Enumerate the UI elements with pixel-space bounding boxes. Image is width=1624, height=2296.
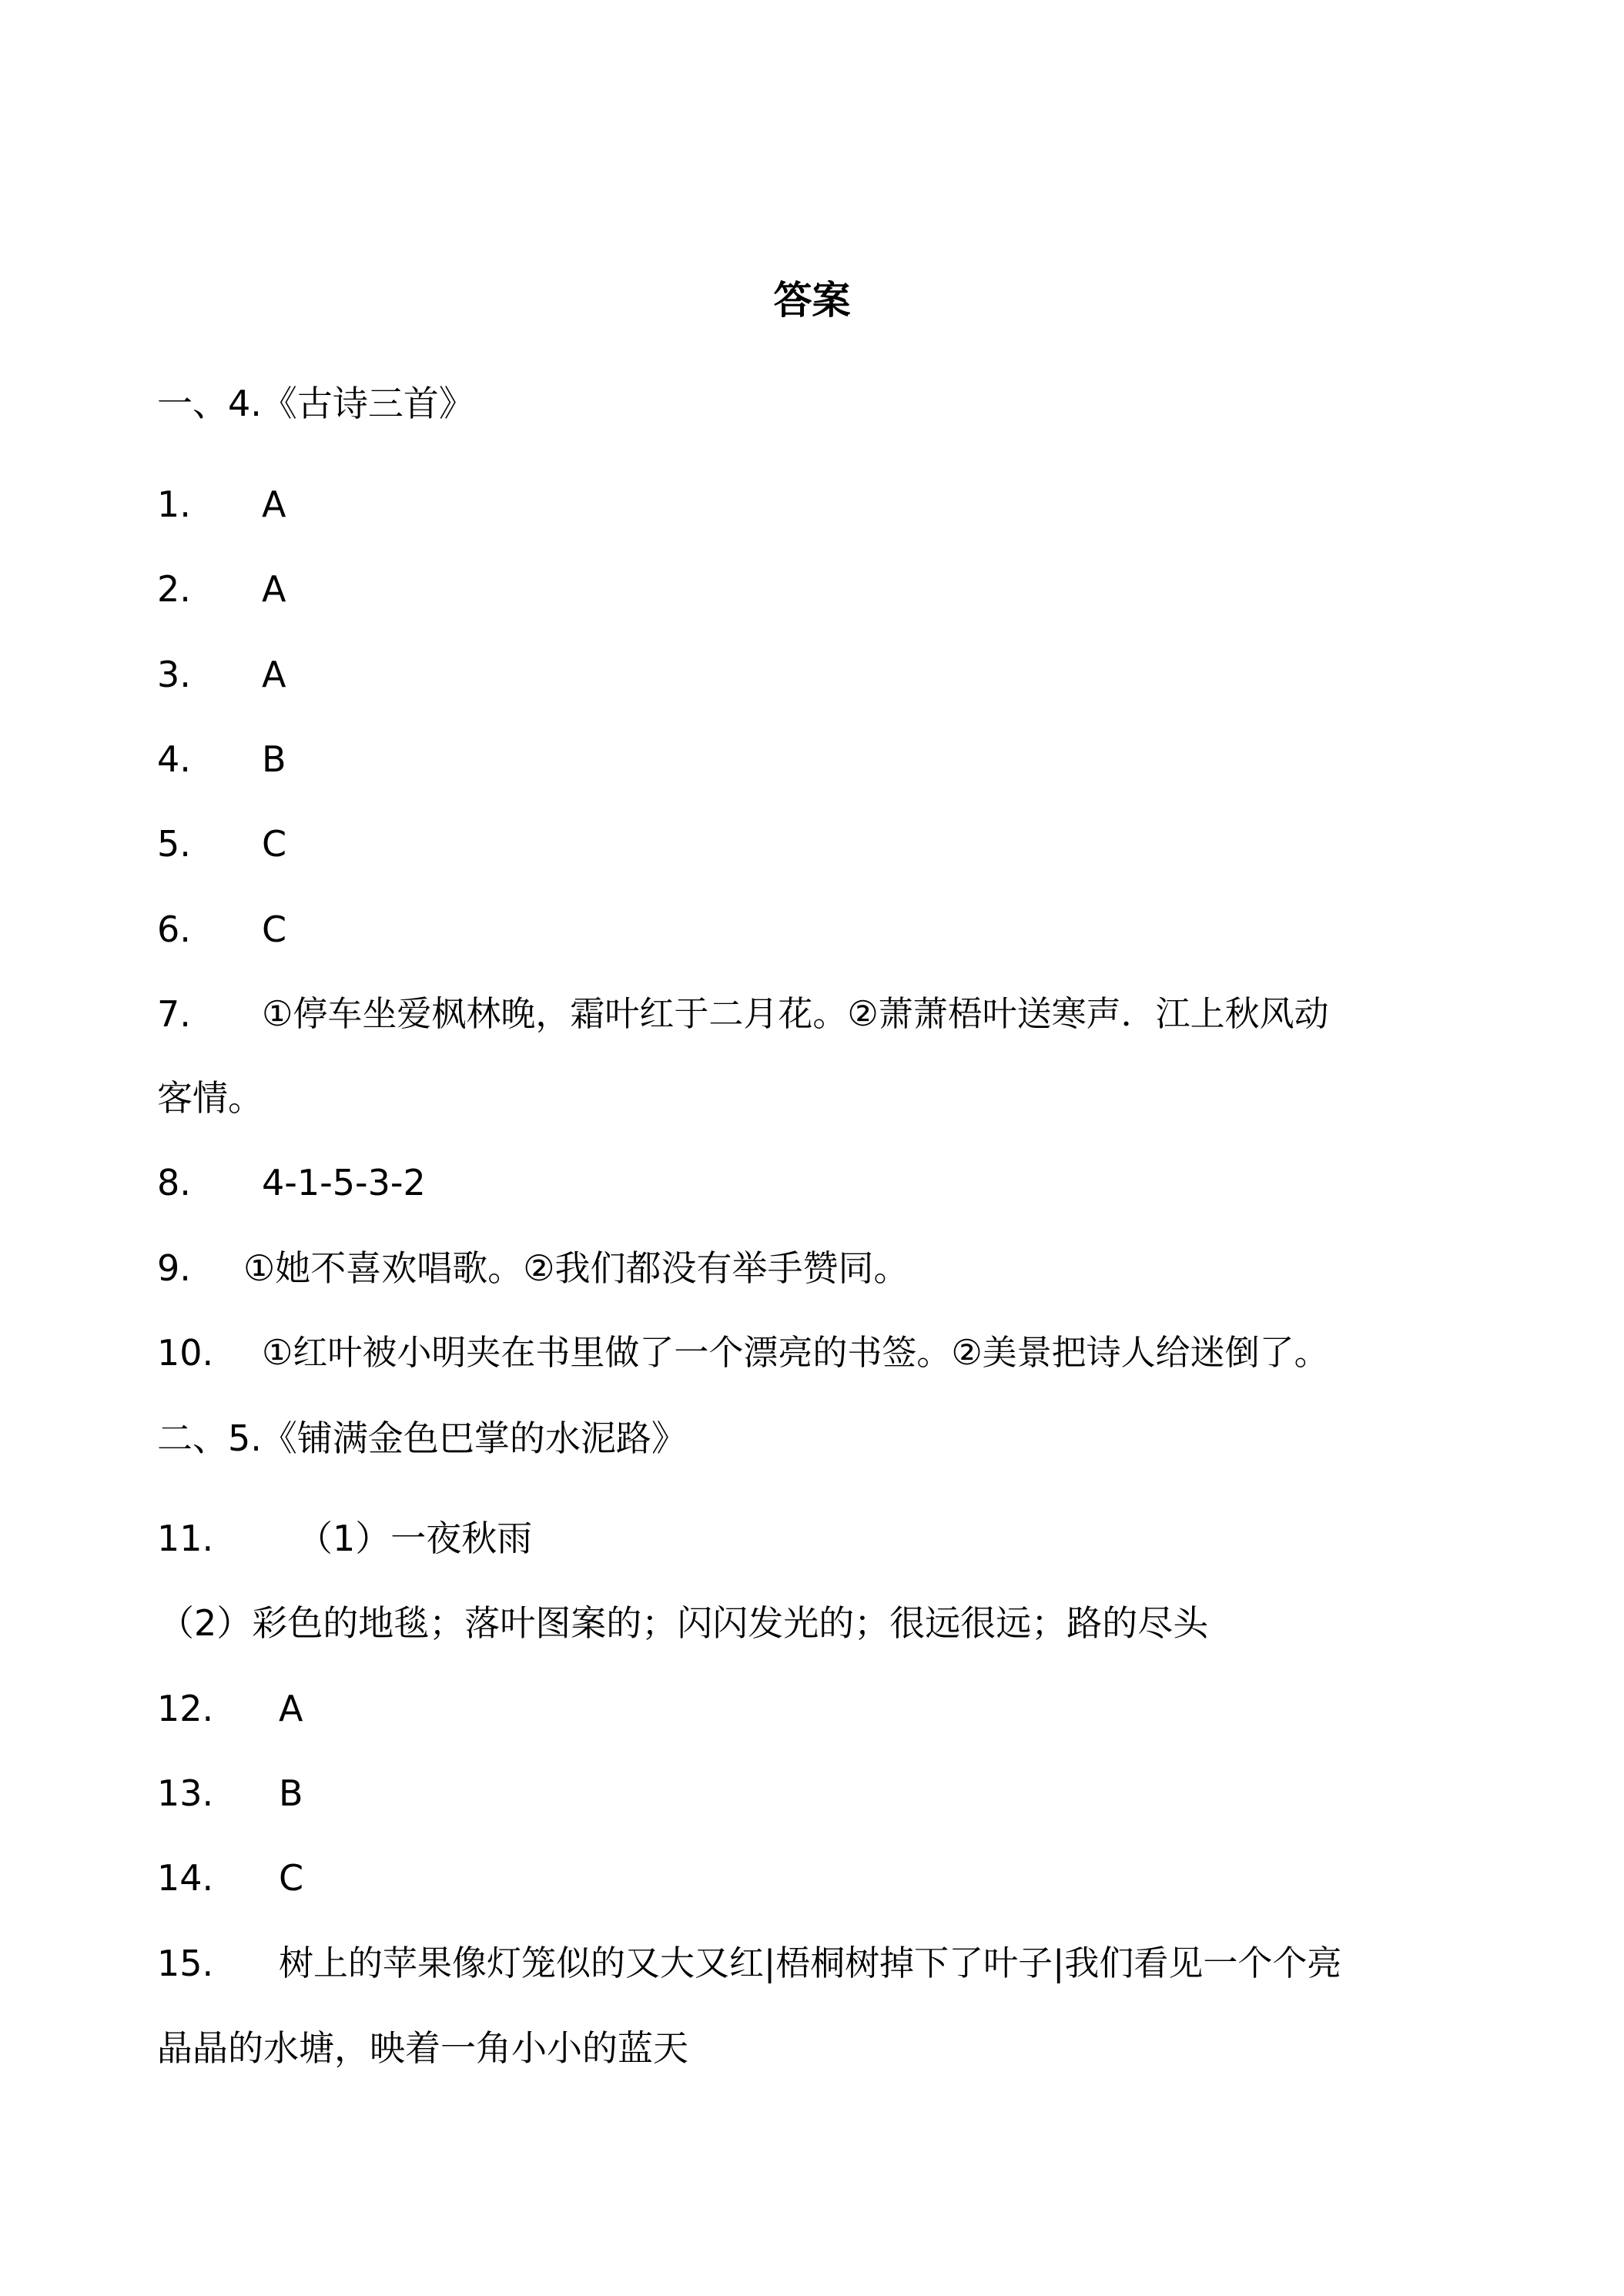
- item-number: 6.: [157, 909, 191, 950]
- item-answer: （1）一夜秋雨: [297, 1518, 533, 1559]
- item-number: 14.: [157, 1857, 214, 1899]
- item-answer: 树上的苹果像灯笼似的又大又红|梧桐树掉下了叶子|我们看见一个个亮: [279, 1943, 1342, 1983]
- item-answer-continued: （2）彩色的地毯；落叶图案的；闪闪发光的；很远很远；路的尽头: [159, 1602, 1209, 1644]
- item-number: 12.: [157, 1688, 214, 1729]
- item-number: 15.: [157, 1943, 214, 1984]
- item-answer: C: [262, 909, 287, 950]
- item-answer: C: [279, 1857, 304, 1899]
- page-title: 答案: [773, 278, 851, 323]
- item-number: 11.: [157, 1518, 214, 1559]
- section-heading-2: 二、5.《铺满金色巴掌的水泥路》: [157, 1417, 687, 1459]
- item-answer: ①红叶被小明夹在书里做了一个漂亮的书签。②美景把诗人给迷倒了。: [262, 1332, 1329, 1373]
- item-number: 5.: [157, 823, 191, 865]
- item-number: 10.: [157, 1332, 214, 1374]
- section-heading-1: 一、4.《古诗三首》: [157, 383, 474, 424]
- item-number: 8.: [157, 1162, 191, 1203]
- item-answer: 4-1-5-3-2: [262, 1162, 426, 1203]
- item-answer: A: [262, 484, 286, 525]
- item-number: 4.: [157, 738, 191, 780]
- item-answer: A: [279, 1688, 303, 1729]
- item-number: 1.: [157, 484, 191, 525]
- item-answer: B: [279, 1772, 303, 1814]
- item-answer: A: [262, 568, 286, 610]
- item-number: 7.: [157, 993, 191, 1035]
- item-answer-continued: 客情。: [157, 1077, 263, 1119]
- item-answer: A: [262, 654, 286, 695]
- item-number: 13.: [157, 1772, 214, 1814]
- item-answer: ①她不喜欢唱歌。②我们都没有举手赞同。: [243, 1247, 909, 1289]
- item-number: 2.: [157, 568, 191, 610]
- item-answer: ①停车坐爱枫林晚，霜叶红于二月花。②萧萧梧叶送寒声．江上秋风动: [262, 993, 1329, 1034]
- item-answer-continued: 晶晶的水塘，映着一角小小的蓝天: [157, 2027, 688, 2069]
- item-answer: B: [262, 738, 286, 780]
- item-number: 9.: [157, 1247, 191, 1289]
- item-answer: C: [262, 823, 287, 865]
- item-number: 3.: [157, 654, 191, 695]
